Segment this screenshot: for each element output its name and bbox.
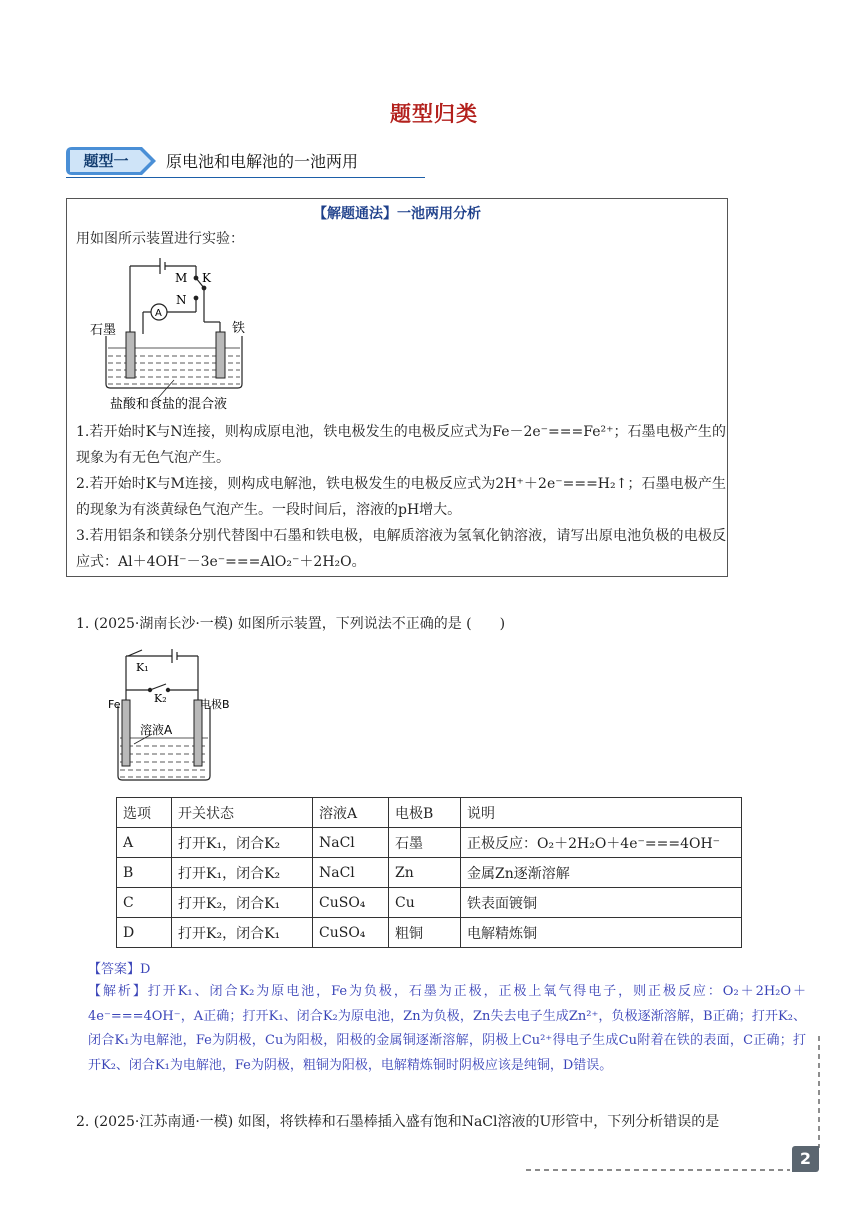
fe-label: Fe	[108, 698, 121, 711]
method-point-1: 1.若开始时K与N连接，则构成原电池，铁电极发生的电极反应式为Fe－2e⁻===Fe²⁺；石墨电极产生的现象为有无色气泡产生。	[76, 424, 726, 466]
table-cell: NaCl	[313, 828, 389, 858]
table-header-cell: 选项	[117, 798, 172, 828]
method-point-2: 2.若开始时K与M连接，则构成电解池，铁电极发生的电极反应式为2H⁺＋2e⁻===H₂↑；石墨电极产生的现象为有淡黄绿色气泡产生。一段时间后，溶液的pH增大。	[76, 476, 726, 518]
fe-electrode	[122, 700, 130, 766]
table-header-cell: 说明	[461, 798, 742, 828]
question-1-stem: 1. (2025·湖南长沙·一模) 如图所示装置，下列说法不正确的是 ( )	[76, 616, 506, 632]
table-cell: NaCl	[313, 858, 389, 888]
table-cell: 打开K₁，闭合K₂	[172, 828, 313, 858]
table-header-cell: 开关状态	[172, 798, 313, 828]
table-cell: Cu	[389, 888, 461, 918]
table-cell: 正极反应：O₂＋2H₂O＋4e⁻===4OH⁻	[461, 828, 742, 858]
table-cell: B	[117, 858, 172, 888]
method-box-intro: 用如图所示装置进行实验：	[76, 231, 244, 247]
table-cell: 粗铜	[389, 918, 461, 948]
method-point-3: 3.若用铝条和镁条分别代替图中石墨和铁电极，电解质溶液为氢氧化钠溶液，请写出原电池负极的电极反应式：Al＋4OH⁻－3e⁻===AlO₂⁻＋2H₂O。	[76, 528, 726, 570]
graphite-electrode	[126, 332, 135, 378]
answer-line: 【答案】D	[88, 962, 151, 977]
page-corner-dashes	[520, 1030, 830, 1180]
table-cell: Zn	[389, 858, 461, 888]
section-underline	[66, 177, 425, 178]
ammeter-label: A	[155, 308, 162, 319]
table-cell: 石墨	[389, 828, 461, 858]
table-cell: 金属Zn逐渐溶解	[461, 858, 742, 888]
table-cell: D	[117, 918, 172, 948]
table-row	[117, 918, 742, 948]
question-2-stem: 2. (2025·江苏南通·一模) 如图，将铁棒和石墨棒插入盛有饱和NaCl溶液的U形管中，下列分析错误的是	[76, 1114, 720, 1130]
solution-label: 盐酸和食盐的混合液	[110, 397, 228, 412]
table-cell: CuSO₄	[313, 888, 389, 918]
method-box-title: 【解题通法】一池两用分析	[313, 206, 481, 222]
table-cell: 打开K₂，闭合K₁	[172, 888, 313, 918]
k2-label: K₂	[154, 692, 167, 705]
table-cell: 打开K₁，闭合K₂	[172, 858, 313, 888]
table-row	[117, 888, 742, 918]
cell-diagram-1	[88, 252, 258, 412]
table-cell: 铁表面镀铜	[461, 888, 742, 918]
switch-k-label: K	[202, 271, 211, 285]
table-cell: A	[117, 828, 172, 858]
section-title: 原电池和电解池的一池两用	[166, 152, 359, 171]
switch-n-label: N	[176, 293, 187, 307]
table-cell: CuSO₄	[313, 918, 389, 948]
table-cell: C	[117, 888, 172, 918]
iron-label: 铁	[232, 321, 246, 336]
table-header-cell: 溶液A	[313, 798, 389, 828]
section-tag-label: 题型一	[83, 152, 129, 170]
page-number: 2	[792, 1146, 819, 1172]
table-header-cell: 电极B	[389, 798, 461, 828]
solution-a-label: 溶液A	[140, 723, 173, 737]
electrode-b-label: 电极B	[200, 698, 230, 711]
table-row	[117, 828, 742, 858]
analysis-paragraph: 【解析】打开K₁、闭合K₂为原电池，Fe为负极，石墨为正极，正极上氧气得电子，则正极反应：O₂＋2H₂O＋4e⁻===4OH⁻，A正确；打开K₁、闭合K₂为原电池，Zn为负极，Zn失去电子生成Zn²⁺，负极逐渐溶解，B正确；打开K₂、闭合K₁为电解池，Fe为阴极，Cu为阳极，阳极的金属铜逐渐溶解，阴极上Cu²⁺得电子生成Cu附着在铁的表面，C正确；打开K₂、闭合K₁为电解池，Fe为阴极，粗铜为阳极，电解精炼铜时阴极应该是纯铜，D错误。	[88, 984, 806, 1073]
table-cell: 电解精炼铜	[461, 918, 742, 948]
graphite-label: 石墨	[90, 323, 117, 338]
cell-diagram-2	[104, 646, 254, 786]
k1-label: K₁	[136, 661, 149, 674]
options-table	[116, 797, 742, 948]
table-header-row	[117, 798, 742, 828]
page-title: 题型归类	[390, 101, 478, 126]
iron-electrode	[216, 332, 225, 378]
section-tag	[66, 147, 156, 175]
table-row	[117, 858, 742, 888]
table-cell: 打开K₂，闭合K₁	[172, 918, 313, 948]
switch-m-label: M	[175, 271, 188, 285]
